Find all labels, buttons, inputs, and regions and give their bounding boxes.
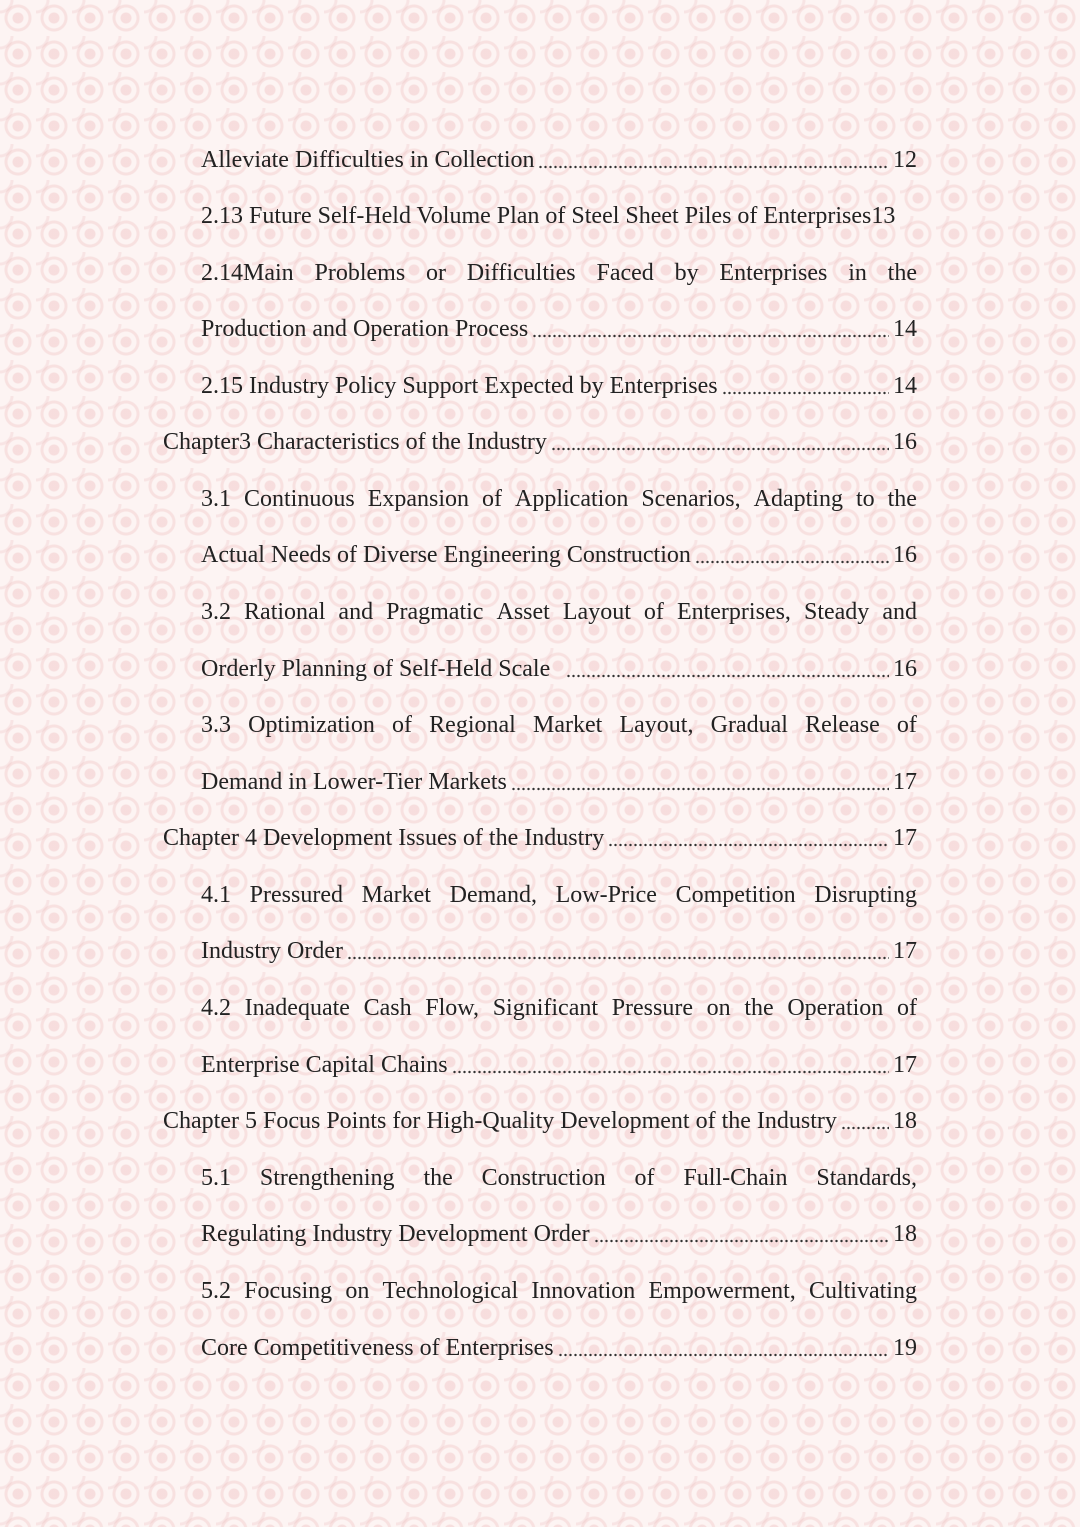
- toc-entry-title: 2.13 Future Self-Held Volume Plan of Steel Sheet Piles of Enterprises: [201, 203, 872, 229]
- toc-page-number: 17: [893, 825, 917, 851]
- toc-page-number: 19: [893, 1335, 917, 1361]
- word: Empowerment,: [648, 1278, 796, 1304]
- toc-entry-line2[interactable]: [201, 649, 917, 689]
- word: of: [482, 486, 503, 512]
- word: Focusing: [244, 1278, 333, 1304]
- word: of: [896, 995, 917, 1021]
- word: Construction: [481, 1165, 606, 1191]
- toc-entry-line2[interactable]: [201, 1328, 917, 1368]
- toc-entry-line1[interactable]: [201, 875, 917, 915]
- word: Cash: [363, 995, 412, 1021]
- toc-entry[interactable]: [201, 140, 917, 180]
- word: Market: [361, 882, 431, 908]
- toc-entry-title: Demand in Lower-Tier Markets: [201, 769, 507, 795]
- dot-leader: [551, 446, 889, 452]
- toc-entry-line2[interactable]: [201, 1214, 917, 1254]
- word: 4.1: [201, 882, 231, 908]
- toc-entry-line2[interactable]: [201, 931, 917, 971]
- word: Standards,: [816, 1165, 917, 1191]
- toc-entry[interactable]: [201, 366, 917, 406]
- toc-page-number: 12: [893, 147, 917, 173]
- toc-entry-title: Industry Order: [201, 938, 343, 964]
- word: Disrupting: [814, 882, 917, 908]
- word: 5.2: [201, 1278, 231, 1304]
- word: Pragmatic: [386, 599, 484, 625]
- toc-chapter-title: Chapter 4 Development Issues of the Industry: [163, 825, 605, 851]
- word: or: [425, 260, 446, 286]
- toc-entry-title: Enterprise Capital Chains: [201, 1052, 448, 1078]
- dot-leader: [566, 673, 889, 679]
- toc-entry-title: Core Competitiveness of Enterprises: [201, 1335, 554, 1361]
- word: of: [643, 599, 664, 625]
- word: the: [744, 995, 774, 1021]
- toc-page-number: 13: [871, 203, 896, 229]
- word: 3.2: [201, 599, 231, 625]
- toc-page-number: 16: [893, 656, 917, 682]
- toc-entry-line2[interactable]: [201, 1045, 917, 1085]
- word: 4.2: [201, 995, 231, 1021]
- word: the: [887, 260, 917, 286]
- word: Full-Chain: [683, 1165, 788, 1191]
- toc-entry-line2[interactable]: [201, 762, 917, 802]
- word: and: [882, 599, 917, 625]
- word: of: [896, 712, 917, 738]
- word: Adapting: [753, 486, 843, 512]
- toc-chapter[interactable]: [163, 422, 917, 462]
- dot-leader: [347, 955, 889, 961]
- dot-leader: [722, 390, 889, 396]
- word: Continuous: [244, 486, 355, 512]
- dot-leader: [558, 1352, 889, 1358]
- word: Competition: [675, 882, 796, 908]
- toc-chapter-title: Chapter3 Characteristics of the Industry: [163, 429, 547, 455]
- toc-chapter[interactable]: [163, 1101, 917, 1141]
- toc-entry-line1[interactable]: [201, 592, 917, 632]
- word: and: [338, 599, 374, 625]
- toc-entry-line1[interactable]: [201, 1158, 917, 1198]
- toc-entry-title: 2.15 Industry Policy Support Expected by Enterprises: [201, 373, 718, 399]
- word: Low-Price: [555, 882, 657, 908]
- word: Expansion: [367, 486, 470, 512]
- toc-entry-line2[interactable]: [201, 309, 917, 349]
- word: 5.1: [201, 1165, 231, 1191]
- word: by: [674, 260, 699, 286]
- toc-chapter[interactable]: [163, 818, 917, 858]
- word: in: [848, 260, 867, 286]
- word: Technological: [382, 1278, 519, 1304]
- word: Steady: [803, 599, 870, 625]
- word: Demand,: [449, 882, 537, 908]
- toc-page-number: 14: [893, 316, 917, 342]
- dot-leader: [841, 1125, 889, 1131]
- word: Scenarios,: [641, 486, 741, 512]
- dot-leader: [538, 164, 889, 170]
- word: Layout: [562, 599, 631, 625]
- word: Regional: [429, 712, 516, 738]
- dot-leader: [608, 842, 889, 848]
- word: 3.1: [201, 486, 231, 512]
- word: 3.3: [201, 712, 231, 738]
- word: Inadequate: [244, 995, 350, 1021]
- word: to: [855, 486, 875, 512]
- word: Innovation: [531, 1278, 636, 1304]
- word: Cultivating: [808, 1278, 917, 1304]
- word: Release: [805, 712, 880, 738]
- toc-page-number: 17: [893, 1052, 917, 1078]
- word: Gradual: [710, 712, 788, 738]
- word: Enterprises: [719, 260, 828, 286]
- word: the: [423, 1165, 453, 1191]
- toc-entry-title: Regulating Industry Development Order: [201, 1221, 590, 1247]
- word: Pressure: [611, 995, 694, 1021]
- word: Faced: [596, 260, 654, 286]
- toc-chapter-title: Chapter 5 Focus Points for High-Quality Development of the Industry: [163, 1108, 837, 1134]
- word: Strengthening: [259, 1165, 395, 1191]
- toc-entry-line2[interactable]: [201, 535, 917, 575]
- word: of: [634, 1165, 655, 1191]
- word: on: [345, 1278, 370, 1304]
- toc-page-number: 18: [893, 1108, 917, 1134]
- word: the: [887, 486, 917, 512]
- word: Flow,: [425, 995, 480, 1021]
- word: Significant: [492, 995, 599, 1021]
- toc-page-number: 18: [893, 1221, 917, 1247]
- word: 2.14Main: [201, 260, 294, 286]
- toc-page-number: 14: [893, 373, 917, 399]
- toc-entry-line1[interactable]: [201, 988, 917, 1028]
- toc-entry-title: Actual Needs of Diverse Engineering Construction: [201, 542, 691, 568]
- word: Operation: [787, 995, 884, 1021]
- toc-entry-line1[interactable]: [201, 479, 917, 519]
- word: Application: [515, 486, 629, 512]
- word: Layout,: [619, 712, 694, 738]
- dot-leader: [695, 559, 889, 565]
- dot-leader: [532, 333, 889, 339]
- toc-entry-title: Alleviate Difficulties in Collection: [201, 147, 535, 173]
- dot-leader: [511, 786, 889, 792]
- toc-entry-line1[interactable]: [201, 705, 917, 745]
- toc-entry-line1[interactable]: [201, 253, 917, 293]
- word: Problems: [314, 260, 406, 286]
- word: Difficulties: [466, 260, 576, 286]
- dot-leader: [452, 1069, 889, 1075]
- word: on: [706, 995, 731, 1021]
- word: Rational: [244, 599, 326, 625]
- toc-entry-title: Orderly Planning of Self-Held Scale: [201, 656, 551, 682]
- word: Enterprises,: [676, 599, 791, 625]
- word: of: [392, 712, 412, 738]
- dot-leader: [594, 1238, 889, 1244]
- toc-page-number: 17: [893, 769, 917, 795]
- toc-entry[interactable]: [201, 196, 941, 236]
- word: Asset: [496, 599, 550, 625]
- word: Pressured: [249, 882, 343, 908]
- toc-page-number: 16: [893, 542, 917, 568]
- toc-entry-title: Production and Operation Process: [201, 316, 529, 342]
- toc-entry-line1[interactable]: [201, 1271, 917, 1311]
- word: Market: [533, 712, 603, 738]
- word: Optimization: [248, 712, 375, 738]
- toc-page-number: 17: [893, 938, 917, 964]
- toc-page-number: 16: [893, 429, 917, 455]
